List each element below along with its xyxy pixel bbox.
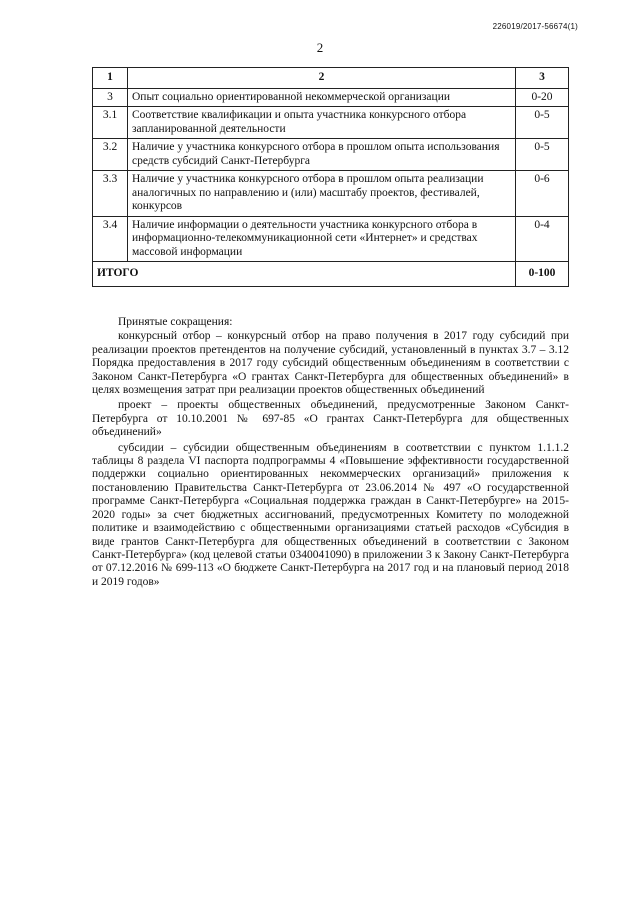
- abbreviation-definition: проект – проекты общественных объединений, предусмотренные Законом Санкт-Петербурга от 10.10.2001 № 697-85 «О грантах Санкт-Петербурга для общественных объединений»: [92, 399, 569, 439]
- score-table: [92, 67, 569, 287]
- row-criterion: Соответствие квалификации и опыта участника конкурсного отбора запланированной деятельности: [128, 107, 516, 139]
- page-number: 2: [316, 40, 324, 55]
- abbreviations-title: Принятые сокращения:: [118, 316, 233, 328]
- table-row: [93, 139, 569, 171]
- row-number: 3.2: [93, 139, 128, 171]
- document-id: 226019/2017-56674(1): [492, 22, 578, 31]
- column-header-2: 2: [128, 68, 516, 89]
- row-points: 0-4: [516, 216, 569, 262]
- row-number: 3.4: [93, 216, 128, 262]
- column-header-1: 1: [93, 68, 128, 89]
- row-number: 3: [93, 88, 128, 107]
- row-points: 0-5: [516, 139, 569, 171]
- table-row: [93, 171, 569, 217]
- row-points: 0-6: [516, 171, 569, 217]
- abbreviation-definition: конкурсный отбор – конкурсный отбор на право получения в 2017 году субсидий при реализации проектов претендентов на получение субсидий, установленный в пунктах 3.7 – 3.12 Порядка предоставления в 2017 году субсидий общественным объединениям в соответствии с Законом Санкт-Петербурга «О грантах Санкт-Петербурга для общественных объединений» в целях возмещения затрат при реализации проектов общественных объединений: [92, 330, 569, 397]
- row-number: 3.1: [93, 107, 128, 139]
- table-header-row: [93, 68, 569, 89]
- row-criterion: Наличие у участника конкурсного отбора в прошлом опыта реализации аналогичных по направлению и (или) масштабу проектов, фестивалей, конкурсов: [128, 171, 516, 217]
- row-points: 0-20: [516, 88, 569, 107]
- total-row: [93, 262, 569, 287]
- abbreviations-section: [92, 316, 569, 591]
- table-row: [93, 88, 569, 107]
- row-number: 3.3: [93, 171, 128, 217]
- row-criterion: Опыт социально ориентированной некоммерческой организации: [128, 88, 516, 107]
- abbreviation-definition: субсидии – субсидии общественным объединениям в соответствии с пунктом 1.1.1.2 таблицы 8 раздела VI паспорта подпрограммы 4 «Повышение эффективности государственной поддержки социально ориентированных некоммерческих организаций» приложения к постановлению Правительства Санкт-Петербурга от 23.06.2014 № 497 «О государственной программе Санкт-Петербурга «Социальная поддержка граждан в Санкт-Петербурге» на 2015-2020 годы» за счет бюджетных ассигнований, предусмотренных Комитету по молодежной политике и взаимодействию с общественными организациями статьей расходов «Субсидия в виде грантов Санкт-Петербурга для общественных объединений в соответствии с Законом Санкт-Петербурга» (код целевой статьи 0340041090) в приложении 3 к Закону Санкт-Петербурга от 07.12.2016 № 699-113 «О бюджете Санкт-Петербурга на 2017 год и на плановый период 2018 и 2019 годов»: [92, 441, 569, 588]
- total-points: 0-100: [516, 262, 569, 287]
- total-label: ИТОГО: [93, 262, 516, 287]
- row-criterion: Наличие у участника конкурсного отбора в прошлом опыта использования средств субсидий Санкт-Петербурга: [128, 139, 516, 171]
- row-points: 0-5: [516, 107, 569, 139]
- table-row: [93, 216, 569, 262]
- table-row: [93, 107, 569, 139]
- column-header-3: 3: [516, 68, 569, 89]
- row-criterion: Наличие информации о деятельности участника конкурсного отбора в информационно-телекоммуникационной сети «Интернет» и средствах массовой информации: [128, 216, 516, 262]
